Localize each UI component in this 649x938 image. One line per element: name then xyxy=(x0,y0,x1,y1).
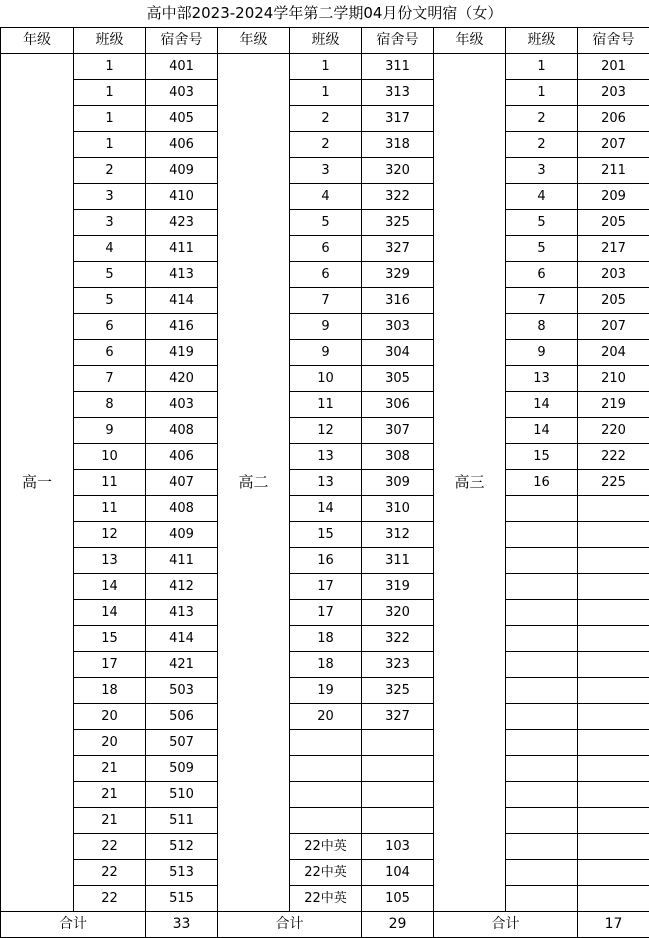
class-cell: 18 xyxy=(290,626,362,652)
table-row xyxy=(1,288,649,314)
grade-cell: 高一 xyxy=(1,54,74,912)
class-cell: 5 xyxy=(290,210,362,236)
dorm-cell: 515 xyxy=(146,886,218,912)
total-value: 33 xyxy=(146,912,218,938)
class-cell: 21 xyxy=(74,808,146,834)
dorm-cell: 225 xyxy=(578,470,649,496)
dorm-cell: 104 xyxy=(362,860,434,886)
class-cell xyxy=(506,496,578,522)
table-row xyxy=(1,548,649,574)
dorm-cell: 405 xyxy=(146,106,218,132)
dorm-cell: 303 xyxy=(362,314,434,340)
dorm-cell xyxy=(578,834,649,860)
class-cell: 22中英 xyxy=(290,834,362,860)
dorm-cell: 507 xyxy=(146,730,218,756)
class-cell xyxy=(290,730,362,756)
total-label: 合计 xyxy=(218,912,362,938)
class-cell: 5 xyxy=(74,288,146,314)
dorm-cell xyxy=(362,808,434,834)
class-cell xyxy=(506,600,578,626)
class-cell: 17 xyxy=(290,574,362,600)
dorm-cell: 311 xyxy=(362,54,434,80)
dorm-cell: 311 xyxy=(362,548,434,574)
dorm-cell: 412 xyxy=(146,574,218,600)
dorm-cell: 322 xyxy=(362,184,434,210)
dorm-cell: 222 xyxy=(578,444,649,470)
dorm-cell: 201 xyxy=(578,54,649,80)
dorm-cell: 408 xyxy=(146,496,218,522)
class-cell: 18 xyxy=(74,678,146,704)
table-row xyxy=(1,236,649,262)
class-cell: 15 xyxy=(506,444,578,470)
dorm-cell: 410 xyxy=(146,184,218,210)
dorm-cell: 105 xyxy=(362,886,434,912)
class-cell: 13 xyxy=(506,366,578,392)
total-label: 合计 xyxy=(1,912,146,938)
dorm-cell: 414 xyxy=(146,288,218,314)
class-cell xyxy=(506,574,578,600)
class-cell: 1 xyxy=(290,80,362,106)
class-cell: 8 xyxy=(74,392,146,418)
class-cell: 20 xyxy=(74,730,146,756)
table-row xyxy=(1,158,649,184)
class-cell: 4 xyxy=(74,236,146,262)
dorm-cell: 320 xyxy=(362,600,434,626)
dorm-cell xyxy=(578,652,649,678)
table-row xyxy=(1,860,649,886)
dorm-cell: 307 xyxy=(362,418,434,444)
class-cell: 11 xyxy=(74,470,146,496)
class-cell xyxy=(506,860,578,886)
class-cell xyxy=(290,782,362,808)
class-cell: 15 xyxy=(74,626,146,652)
dorm-cell: 325 xyxy=(362,678,434,704)
table-row xyxy=(1,340,649,366)
class-cell: 17 xyxy=(290,600,362,626)
class-cell: 7 xyxy=(74,366,146,392)
class-cell: 6 xyxy=(74,340,146,366)
dorm-cell: 210 xyxy=(578,366,649,392)
dorm-cell: 207 xyxy=(578,314,649,340)
dorm-cell: 207 xyxy=(578,132,649,158)
class-cell: 3 xyxy=(506,158,578,184)
class-cell: 1 xyxy=(74,132,146,158)
dorm-cell: 416 xyxy=(146,314,218,340)
dorm-cell: 205 xyxy=(578,288,649,314)
dorm-cell xyxy=(578,600,649,626)
class-cell: 2 xyxy=(290,106,362,132)
table-row xyxy=(1,834,649,860)
header-class: 班级 xyxy=(290,28,362,54)
dorm-cell: 219 xyxy=(578,392,649,418)
header-row xyxy=(1,28,649,54)
table-row xyxy=(1,54,649,80)
dorm-cell: 513 xyxy=(146,860,218,886)
table-row xyxy=(1,314,649,340)
total-value: 17 xyxy=(578,912,649,938)
dorm-cell: 325 xyxy=(362,210,434,236)
dorm-cell xyxy=(578,496,649,522)
class-cell: 13 xyxy=(290,444,362,470)
table-row xyxy=(1,522,649,548)
dorm-cell: 319 xyxy=(362,574,434,600)
class-cell: 22 xyxy=(74,860,146,886)
dorm-cell xyxy=(578,756,649,782)
class-cell: 2 xyxy=(506,106,578,132)
table-row xyxy=(1,782,649,808)
class-cell: 14 xyxy=(74,600,146,626)
dorm-cell: 403 xyxy=(146,392,218,418)
header-dorm: 宿舍号 xyxy=(362,28,434,54)
class-cell: 20 xyxy=(74,704,146,730)
dorm-cell: 322 xyxy=(362,626,434,652)
dorm-cell xyxy=(578,574,649,600)
dorm-cell xyxy=(362,782,434,808)
dorm-cell xyxy=(362,756,434,782)
dorm-cell: 409 xyxy=(146,522,218,548)
dorm-cell: 503 xyxy=(146,678,218,704)
dorm-cell: 206 xyxy=(578,106,649,132)
class-cell: 14 xyxy=(506,392,578,418)
class-cell: 19 xyxy=(290,678,362,704)
class-cell: 1 xyxy=(290,54,362,80)
class-cell: 10 xyxy=(74,444,146,470)
dorm-cell: 306 xyxy=(362,392,434,418)
table-row xyxy=(1,626,649,652)
dorm-cell: 310 xyxy=(362,496,434,522)
dorm-cell: 103 xyxy=(362,834,434,860)
class-cell xyxy=(506,808,578,834)
table-row xyxy=(1,886,649,912)
dorm-cell: 509 xyxy=(146,756,218,782)
dorm-cell xyxy=(578,860,649,886)
dorm-cell: 511 xyxy=(146,808,218,834)
class-cell: 13 xyxy=(290,470,362,496)
dorm-cell: 309 xyxy=(362,470,434,496)
dorm-cell: 318 xyxy=(362,132,434,158)
class-cell: 2 xyxy=(74,158,146,184)
header-grade: 年级 xyxy=(1,28,74,54)
dorm-cell: 403 xyxy=(146,80,218,106)
class-cell xyxy=(506,834,578,860)
table-row xyxy=(1,210,649,236)
class-cell xyxy=(506,886,578,912)
class-cell: 11 xyxy=(290,392,362,418)
class-cell xyxy=(506,678,578,704)
table-row xyxy=(1,106,649,132)
class-cell: 6 xyxy=(290,236,362,262)
class-cell: 7 xyxy=(290,288,362,314)
class-cell: 5 xyxy=(506,236,578,262)
dorm-cell: 304 xyxy=(362,340,434,366)
table-row xyxy=(1,80,649,106)
class-cell: 11 xyxy=(74,496,146,522)
dorm-cell: 510 xyxy=(146,782,218,808)
class-cell: 12 xyxy=(290,418,362,444)
class-cell: 3 xyxy=(74,184,146,210)
dorm-cell xyxy=(578,730,649,756)
class-cell: 6 xyxy=(74,314,146,340)
table-row xyxy=(1,678,649,704)
dorm-cell xyxy=(578,522,649,548)
dorm-cell: 312 xyxy=(362,522,434,548)
class-cell: 15 xyxy=(290,522,362,548)
class-cell: 9 xyxy=(74,418,146,444)
table-row xyxy=(1,470,649,496)
dorm-cell xyxy=(578,886,649,912)
class-cell: 7 xyxy=(506,288,578,314)
dorm-cell: 407 xyxy=(146,470,218,496)
dorm-cell: 421 xyxy=(146,652,218,678)
table-row xyxy=(1,132,649,158)
table-row xyxy=(1,444,649,470)
class-cell xyxy=(290,756,362,782)
class-cell: 17 xyxy=(74,652,146,678)
class-cell xyxy=(506,652,578,678)
class-cell: 21 xyxy=(74,756,146,782)
dorm-cell: 409 xyxy=(146,158,218,184)
table-row xyxy=(1,184,649,210)
class-cell: 1 xyxy=(506,54,578,80)
dorm-cell: 411 xyxy=(146,548,218,574)
header-class: 班级 xyxy=(74,28,146,54)
class-cell: 16 xyxy=(290,548,362,574)
class-cell xyxy=(506,548,578,574)
class-cell: 13 xyxy=(74,548,146,574)
grade-cell: 高三 xyxy=(434,54,506,912)
class-cell: 5 xyxy=(74,262,146,288)
class-cell: 5 xyxy=(506,210,578,236)
table-row xyxy=(1,392,649,418)
dorm-cell: 512 xyxy=(146,834,218,860)
class-cell xyxy=(290,808,362,834)
dorm-cell: 420 xyxy=(146,366,218,392)
dorm-cell: 406 xyxy=(146,444,218,470)
dorm-cell: 316 xyxy=(362,288,434,314)
class-cell: 20 xyxy=(290,704,362,730)
class-cell: 1 xyxy=(506,80,578,106)
class-cell: 3 xyxy=(74,210,146,236)
class-cell: 1 xyxy=(74,80,146,106)
dorm-cell xyxy=(578,704,649,730)
grade-cell: 高二 xyxy=(218,54,290,912)
table-row xyxy=(1,730,649,756)
dorm-cell: 414 xyxy=(146,626,218,652)
class-cell xyxy=(506,756,578,782)
class-cell xyxy=(506,782,578,808)
dorm-cell: 317 xyxy=(362,106,434,132)
dorm-cell: 406 xyxy=(146,132,218,158)
table-row xyxy=(1,418,649,444)
class-cell: 2 xyxy=(290,132,362,158)
class-cell: 6 xyxy=(290,262,362,288)
table-row xyxy=(1,366,649,392)
dorm-cell: 313 xyxy=(362,80,434,106)
dorm-cell: 413 xyxy=(146,600,218,626)
class-cell: 2 xyxy=(506,132,578,158)
dorm-cell xyxy=(578,782,649,808)
table-row xyxy=(1,704,649,730)
header-grade: 年级 xyxy=(218,28,290,54)
total-row xyxy=(1,912,649,938)
class-cell: 21 xyxy=(74,782,146,808)
dorm-cell: 408 xyxy=(146,418,218,444)
dorm-cell: 204 xyxy=(578,340,649,366)
header-grade: 年级 xyxy=(434,28,506,54)
class-cell: 22 xyxy=(74,834,146,860)
class-cell xyxy=(506,704,578,730)
class-cell: 10 xyxy=(290,366,362,392)
class-cell: 12 xyxy=(74,522,146,548)
class-cell: 6 xyxy=(506,262,578,288)
class-cell: 1 xyxy=(74,106,146,132)
table-row xyxy=(1,574,649,600)
sheet-title: 高中部2023-2024学年第二学期04月份文明宿（女） xyxy=(146,4,503,22)
dorm-cell: 305 xyxy=(362,366,434,392)
dorm-cell: 217 xyxy=(578,236,649,262)
class-cell: 22中英 xyxy=(290,860,362,886)
dorm-cell: 320 xyxy=(362,158,434,184)
total-value: 29 xyxy=(362,912,434,938)
table-row xyxy=(1,652,649,678)
dorm-cell: 308 xyxy=(362,444,434,470)
class-cell: 18 xyxy=(290,652,362,678)
dorm-cell: 411 xyxy=(146,236,218,262)
dorm-cell: 209 xyxy=(578,184,649,210)
table-row xyxy=(1,262,649,288)
class-cell: 22中英 xyxy=(290,886,362,912)
dorm-cell: 329 xyxy=(362,262,434,288)
class-cell: 8 xyxy=(506,314,578,340)
dorm-cell: 323 xyxy=(362,652,434,678)
table-row xyxy=(1,496,649,522)
dorm-cell: 327 xyxy=(362,236,434,262)
dorm-cell: 419 xyxy=(146,340,218,366)
dorm-cell: 413 xyxy=(146,262,218,288)
class-cell: 16 xyxy=(506,470,578,496)
table-row xyxy=(1,756,649,782)
class-cell: 3 xyxy=(290,158,362,184)
dorm-cell: 401 xyxy=(146,54,218,80)
dorm-table xyxy=(0,27,649,938)
header-dorm: 宿舍号 xyxy=(578,28,649,54)
dorm-cell: 506 xyxy=(146,704,218,730)
dorm-cell: 203 xyxy=(578,262,649,288)
class-cell xyxy=(506,522,578,548)
table-row xyxy=(1,600,649,626)
dorm-cell: 327 xyxy=(362,704,434,730)
dorm-cell xyxy=(578,678,649,704)
dorm-cell: 203 xyxy=(578,80,649,106)
class-cell xyxy=(506,626,578,652)
class-cell: 9 xyxy=(290,314,362,340)
class-cell: 22 xyxy=(74,886,146,912)
class-cell: 14 xyxy=(74,574,146,600)
dorm-cell xyxy=(362,730,434,756)
dorm-cell xyxy=(578,548,649,574)
class-cell: 14 xyxy=(290,496,362,522)
class-cell: 14 xyxy=(506,418,578,444)
dorm-cell xyxy=(578,626,649,652)
class-cell: 4 xyxy=(506,184,578,210)
class-cell xyxy=(506,730,578,756)
class-cell: 9 xyxy=(506,340,578,366)
class-cell: 4 xyxy=(290,184,362,210)
dorm-cell: 205 xyxy=(578,210,649,236)
table-row xyxy=(1,808,649,834)
total-label: 合计 xyxy=(434,912,578,938)
dorm-cell: 211 xyxy=(578,158,649,184)
dorm-cell: 423 xyxy=(146,210,218,236)
dorm-cell xyxy=(578,808,649,834)
header-class: 班级 xyxy=(506,28,578,54)
header-dorm: 宿舍号 xyxy=(146,28,218,54)
class-cell: 9 xyxy=(290,340,362,366)
dorm-cell: 220 xyxy=(578,418,649,444)
class-cell: 1 xyxy=(74,54,146,80)
